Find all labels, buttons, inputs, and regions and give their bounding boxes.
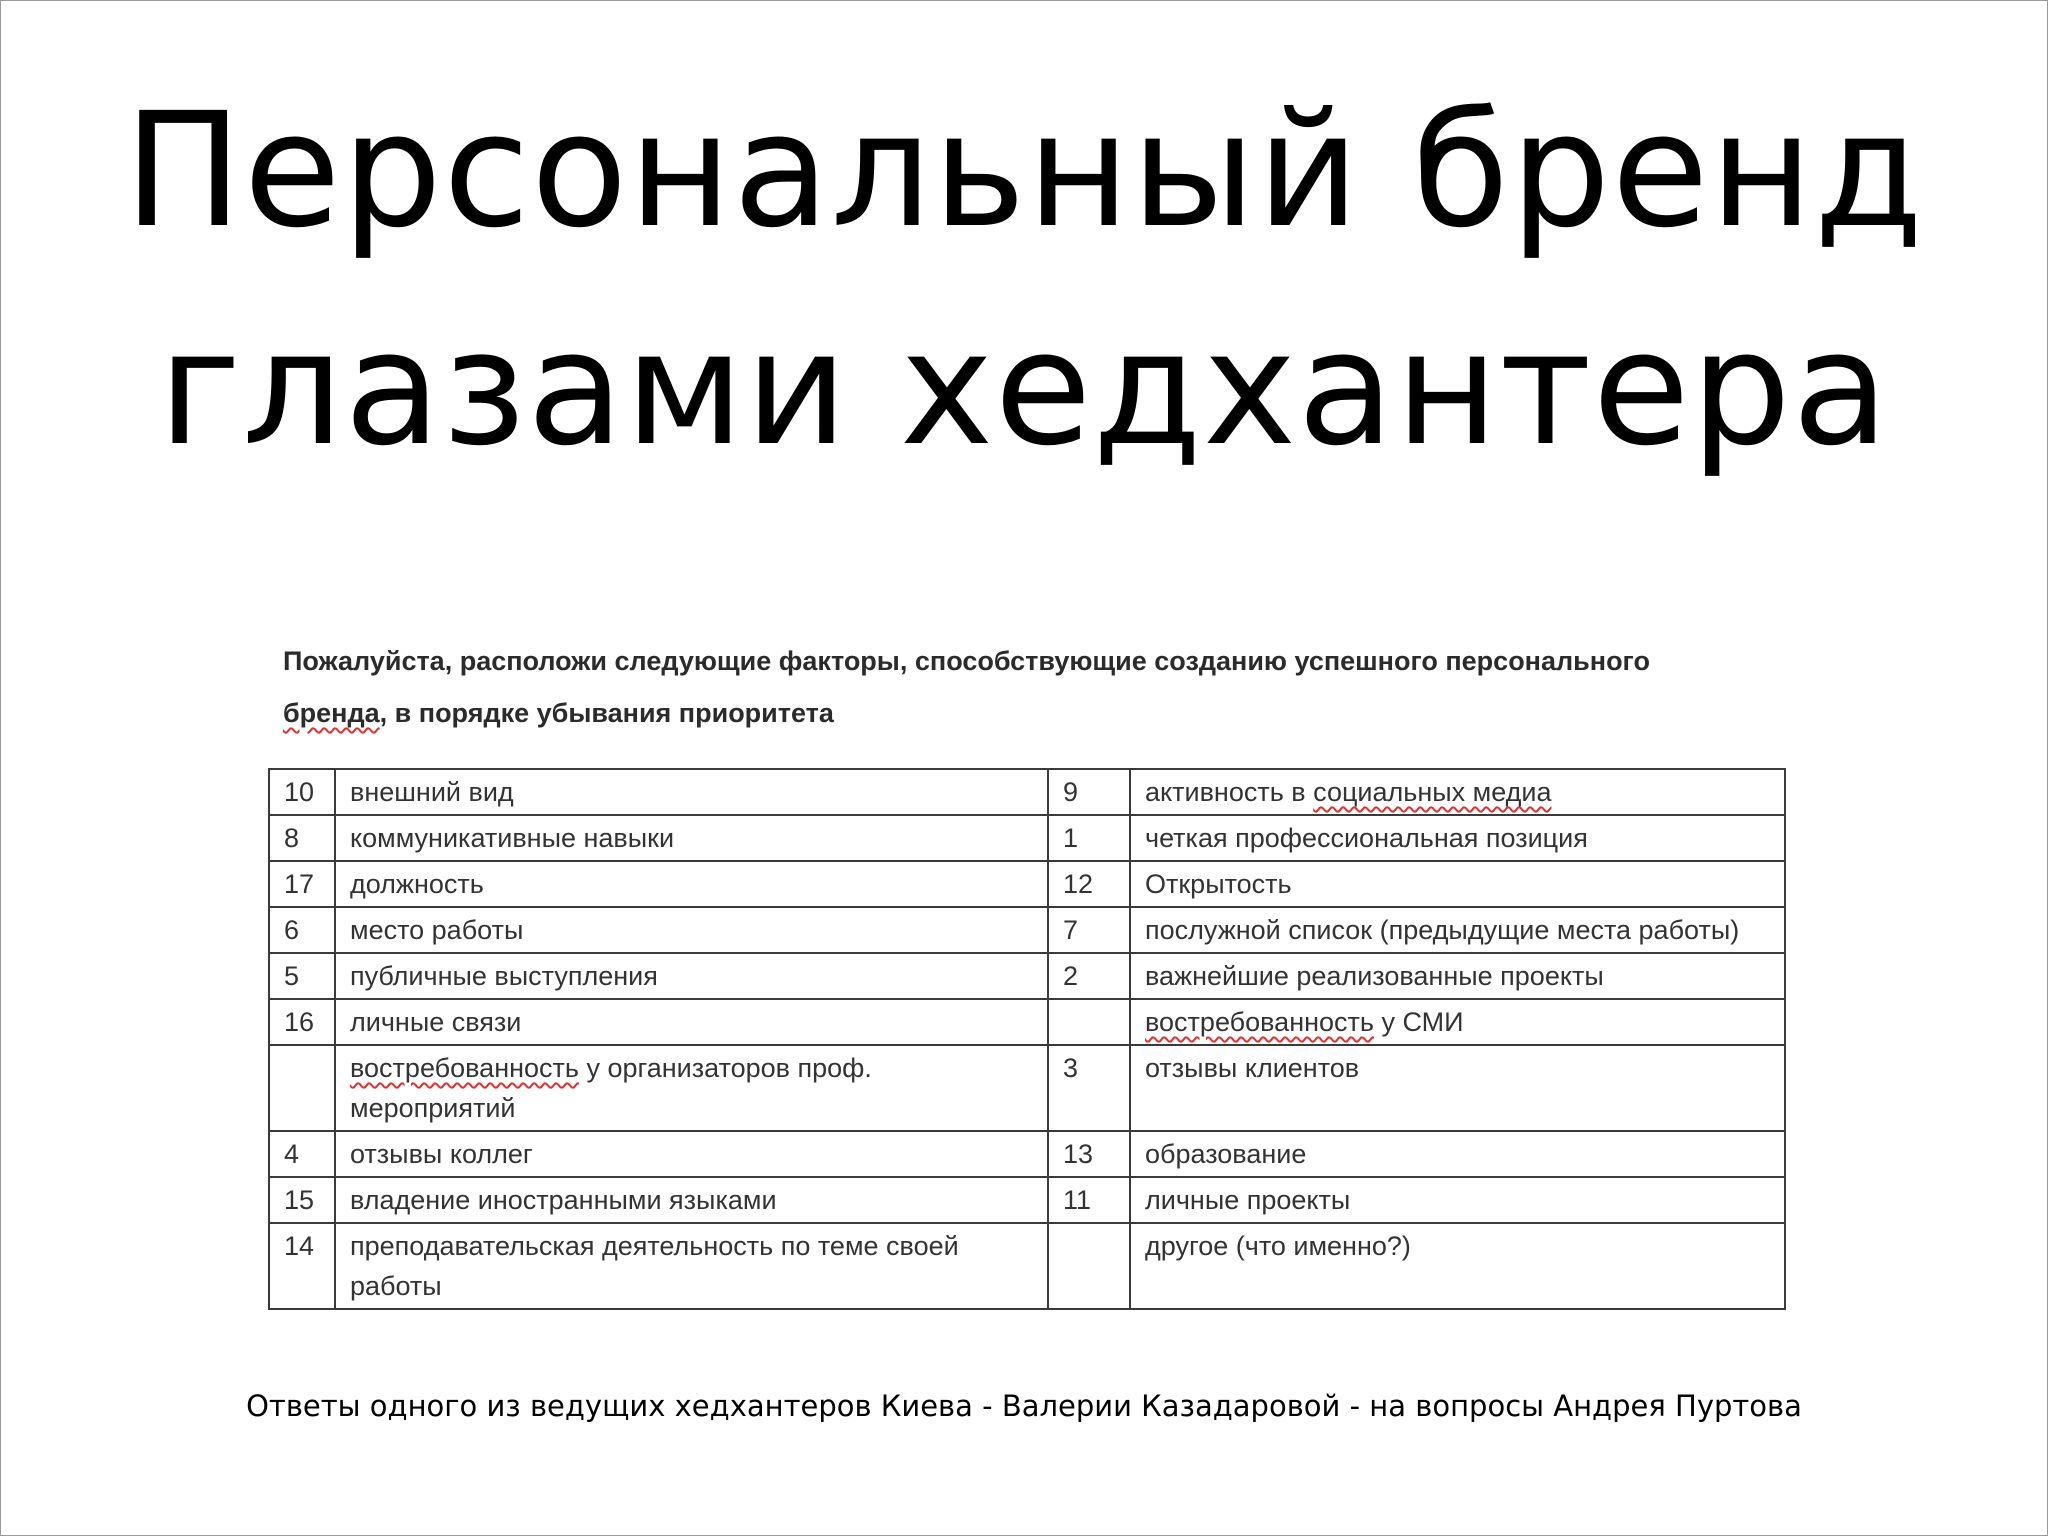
spellcheck-word: востребованность [1145, 1007, 1374, 1037]
rank-left: 14 [269, 1223, 335, 1309]
rank-left: 16 [269, 999, 335, 1045]
factor-right-text: активность в [1145, 777, 1314, 807]
rank-right: 9 [1048, 769, 1130, 815]
rank-left: 17 [269, 861, 335, 907]
factor-left-text: у организаторов проф. мероприятий [350, 1053, 872, 1123]
spellcheck-word: востребованность [350, 1053, 579, 1083]
factor-left [335, 1177, 1048, 1223]
rank-left: 5 [269, 953, 335, 999]
table-row [269, 1045, 1785, 1131]
factor-right [1130, 861, 1785, 907]
factor-left-text: личные связи [350, 1007, 522, 1037]
factor-right-text-tail: у СМИ [1373, 1007, 1464, 1037]
slide-title-line-1: Персональный бренд [123, 79, 1925, 263]
slide-caption: Ответы одного из ведущих хедхантеров Киева - Валерии Казадаровой - на вопросы Андрея Пуртова [246, 1389, 1802, 1423]
table-row [269, 907, 1785, 953]
factor-right-text: другое (что именно?) [1145, 1231, 1411, 1261]
table-row [269, 1177, 1785, 1223]
factor-right-text: четкая профессиональная позиция [1145, 823, 1588, 853]
table-row [269, 953, 1785, 999]
table-row [269, 861, 1785, 907]
factor-left-text: преподавательская деятельность по теме своей работы [350, 1231, 959, 1301]
factor-right-text: отзывы клиентов [1145, 1053, 1360, 1083]
table-row [269, 815, 1785, 861]
rank-right: 1 [1048, 815, 1130, 861]
rank-left: 6 [269, 907, 335, 953]
factor-left-text: должность [350, 869, 484, 899]
slide-title [0, 62, 2048, 498]
factor-right [1130, 815, 1785, 861]
factor-right [1130, 1177, 1785, 1223]
table-row [269, 1223, 1785, 1309]
rank-right [1048, 1223, 1130, 1309]
table-row [269, 769, 1785, 815]
table-row [269, 999, 1785, 1045]
rank-left: 10 [269, 769, 335, 815]
factor-right-text: Открытость [1145, 869, 1292, 899]
factor-left [335, 907, 1048, 953]
question-line-2 [283, 687, 1783, 739]
factor-right-text: послужной список (предыдущие места работы) [1145, 915, 1740, 945]
spellcheck-word: бренда [283, 698, 380, 728]
survey-question [283, 635, 1783, 739]
factor-right [1130, 1223, 1785, 1309]
factor-right [1130, 999, 1785, 1045]
factor-left [335, 953, 1048, 999]
factor-left-text: внешний вид [350, 777, 514, 807]
factor-left [335, 1223, 1048, 1309]
spellcheck-word: социальных медиа [1313, 777, 1552, 807]
factor-right [1130, 1045, 1785, 1131]
rank-right: 12 [1048, 861, 1130, 907]
factor-left [335, 1131, 1048, 1177]
factor-left [335, 815, 1048, 861]
factor-left [335, 999, 1048, 1045]
slide-title-line-2: глазами хедхантера [158, 297, 1890, 481]
rank-left: 15 [269, 1177, 335, 1223]
question-line-2-rest: , в порядке убывания приоритета [379, 698, 834, 728]
rank-right: 2 [1048, 953, 1130, 999]
factor-right-text: личные проекты [1145, 1185, 1351, 1215]
rank-right [1048, 999, 1130, 1045]
rank-left: 4 [269, 1131, 335, 1177]
table-row [269, 1131, 1785, 1177]
factor-left-text: отзывы коллег [350, 1139, 533, 1169]
factors-table [268, 768, 1786, 1310]
rank-right: 13 [1048, 1131, 1130, 1177]
question-line-1: Пожалуйста, расположи следующие факторы, способствующие созданию успешного персонального [283, 646, 1650, 676]
factor-right [1130, 769, 1785, 815]
factor-left [335, 861, 1048, 907]
factor-left-text: место работы [350, 915, 524, 945]
factor-left [335, 769, 1048, 815]
factor-right-text: важнейшие реализованные проекты [1145, 961, 1604, 991]
rank-right: 7 [1048, 907, 1130, 953]
factor-left-text: публичные выступления [350, 961, 658, 991]
factor-right [1130, 953, 1785, 999]
rank-left: 8 [269, 815, 335, 861]
rank-right: 3 [1048, 1045, 1130, 1131]
factor-left-text: коммуникативные навыки [350, 823, 675, 853]
factor-right [1130, 907, 1785, 953]
factor-left-text: владение иностранными языками [350, 1185, 777, 1215]
rank-left [269, 1045, 335, 1131]
factor-right-text: образование [1145, 1139, 1307, 1169]
rank-right: 11 [1048, 1177, 1130, 1223]
factor-right [1130, 1131, 1785, 1177]
factor-left [335, 1045, 1048, 1131]
